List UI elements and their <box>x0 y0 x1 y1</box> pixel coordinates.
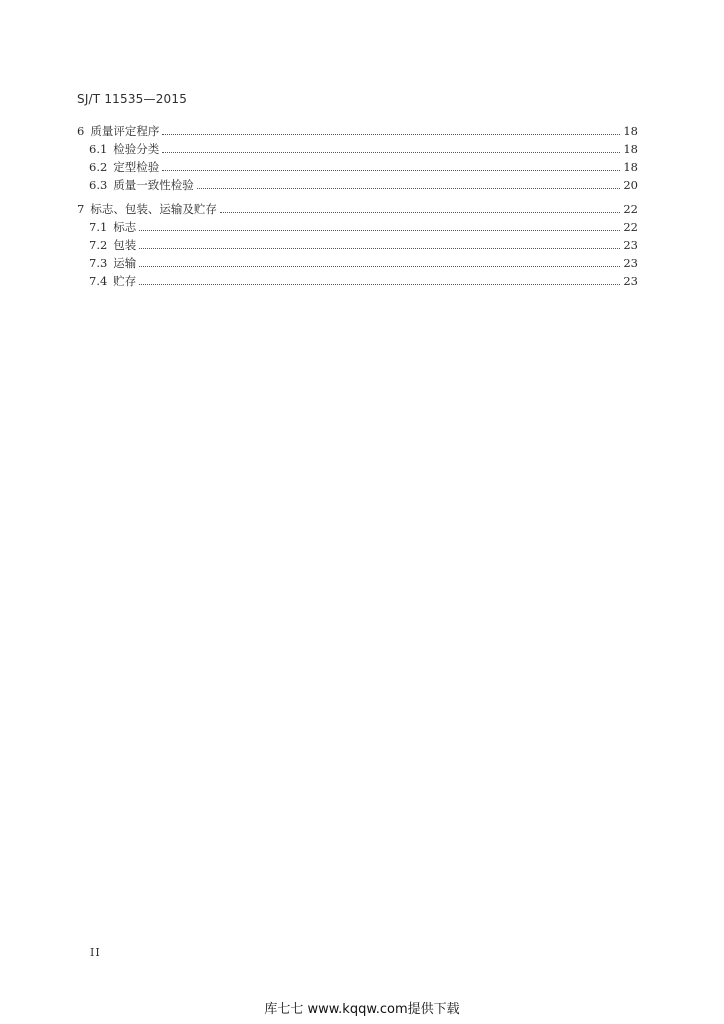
toc-entry-page: 23 <box>623 256 638 270</box>
toc-entry-page: 18 <box>623 142 638 156</box>
toc-entry-page: 18 <box>623 124 638 138</box>
toc-entry-number: 6.1 <box>89 142 108 156</box>
toc-leader-dots <box>139 283 620 285</box>
toc-entry-number: 6.3 <box>89 178 108 192</box>
toc-entry-title: 包装 <box>113 238 137 252</box>
toc-entry-7-3[interactable] <box>77 252 638 270</box>
toc-entry-title: 标志、包装、运输及贮存 <box>90 202 217 216</box>
toc-entry-number: 7.3 <box>89 256 108 270</box>
toc-leader-dots <box>162 133 620 135</box>
toc-entry-7-2[interactable] <box>77 234 638 252</box>
page-number: II <box>90 946 101 959</box>
toc-entry-page: 22 <box>623 220 638 234</box>
toc-entry-6-3[interactable] <box>77 174 638 192</box>
toc-entry-number: 7 <box>77 202 85 216</box>
toc-entry-page: 20 <box>623 178 638 192</box>
toc-entry-page: 22 <box>623 202 638 216</box>
toc-entry-7-4[interactable] <box>77 270 638 288</box>
toc-leader-dots <box>139 247 620 249</box>
toc-entry-6-1[interactable] <box>77 138 638 156</box>
toc-entry-title: 运输 <box>113 256 137 270</box>
toc-entry-title: 贮存 <box>113 274 137 288</box>
standard-code-header: SJ/T 11535—2015 <box>77 92 188 106</box>
toc-entry-6-2[interactable] <box>77 156 638 174</box>
toc-leader-dots <box>162 169 620 171</box>
toc-entry-title: 标志 <box>113 220 137 234</box>
toc-entry-page: 23 <box>623 238 638 252</box>
toc-entry-7-1[interactable] <box>77 216 638 234</box>
toc-entry-title: 质量评定程序 <box>90 124 160 138</box>
toc-entry-title: 检验分类 <box>113 142 160 156</box>
toc-entry-number: 6 <box>77 124 85 138</box>
toc-leader-dots <box>162 151 620 153</box>
toc-leader-dots <box>139 265 620 267</box>
toc-entry-title: 定型检验 <box>113 160 160 174</box>
toc-entry-number: 7.2 <box>89 238 108 252</box>
toc-entry-number: 6.2 <box>89 160 108 174</box>
toc-entry-7[interactable] <box>77 198 638 216</box>
toc-leader-dots <box>139 229 620 231</box>
toc-entry-number: 7.1 <box>89 220 108 234</box>
toc-entry-number: 7.4 <box>89 274 108 288</box>
toc-entry-page: 18 <box>623 160 638 174</box>
toc-entry-page: 23 <box>623 274 638 288</box>
toc-leader-dots <box>197 187 621 189</box>
toc-leader-dots <box>220 211 621 213</box>
toc-entry-6[interactable] <box>77 120 638 138</box>
toc-entry-title: 质量一致性检验 <box>113 178 194 192</box>
table-of-contents <box>77 120 638 288</box>
download-watermark: 库七七 www.kqqw.com提供下载 <box>264 1002 460 1017</box>
